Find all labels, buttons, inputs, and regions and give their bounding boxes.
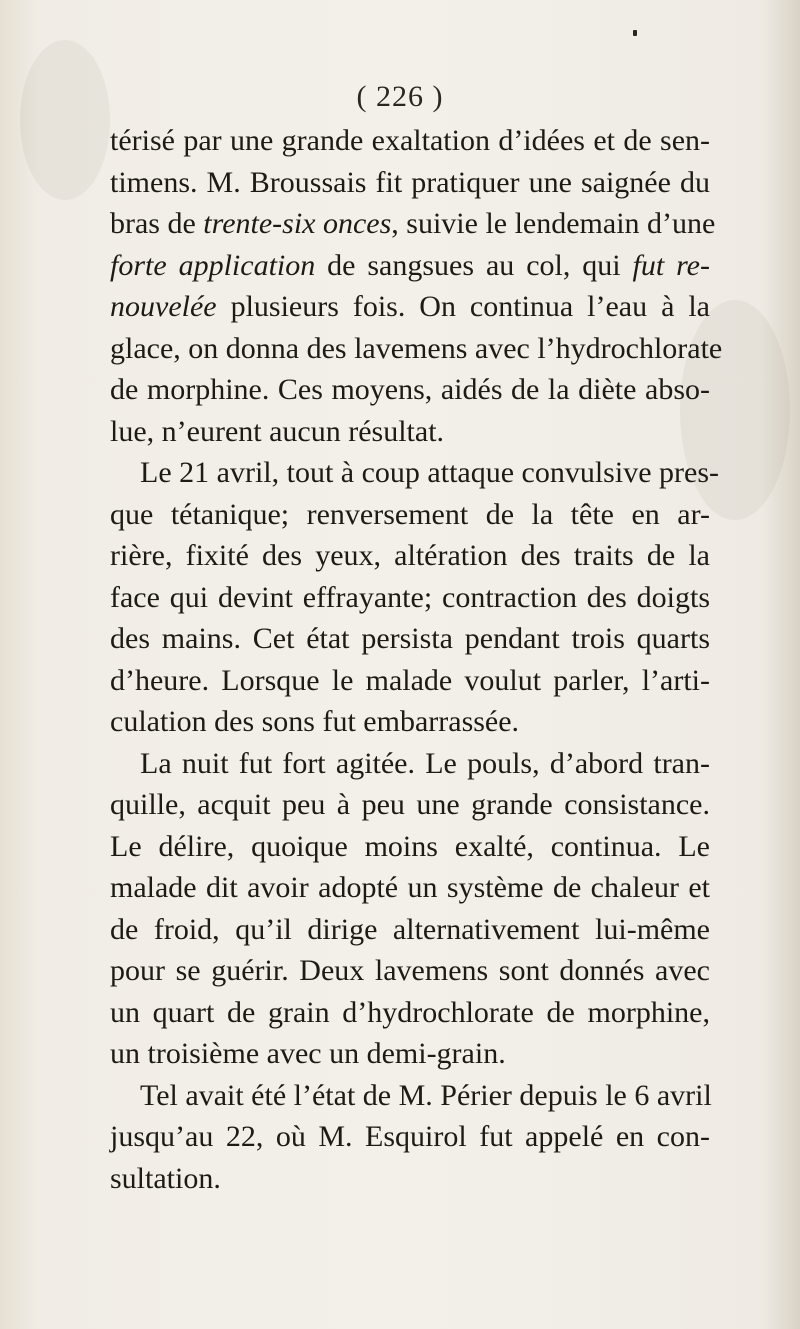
text-line: un quart de grain d’hydrochlorate de morphine, [110,995,710,1029]
text-run: plusieurs fois. On continua l’eau à la [216,290,710,323]
italic-run: forte application [110,248,316,282]
text-line: quille, acquit peu à peu une grande consistance. [110,788,710,821]
text-run: de sangsues au col, qui [315,248,633,282]
text-line: malade dit avoir adopté un système de chaleur et [110,871,710,904]
text-line: jusqu’au 22, où M. Esquirol fut appelé en con- [110,1120,710,1153]
italic-run: trente-six onces [203,207,392,240]
text-line [110,286,710,328]
text-line: lue, n’eurent aucun résultat. [110,414,445,448]
italic-run: nouvelée [110,290,217,323]
page-number: ( 226 ) [356,80,444,113]
text-line: de morphine. Ces moyens, aidés de la diète abso- [110,373,710,406]
text-line: glace, on donna des lavemens avec l’hydrochlorate [110,331,723,365]
text-line: La nuit fut fort agitée. Le pouls, d’abord tran- [140,746,710,780]
text-line [110,245,710,287]
text-line: térisé par une grande exaltation d’idées et de sen- [110,124,710,157]
text-line: des mains. Cet état persista pendant trois quarts [110,622,710,655]
text-line: timens. M. Broussais fit pratiquer une saignée du [110,165,710,199]
paper-stain [20,40,110,200]
text-line: rière, fixité des yeux, altération des traits de la [110,539,710,572]
text-line: Le délire, quoique moins exalté, continua. Le [110,829,710,863]
italic-run: fut re- [632,248,710,282]
text-line: culation des sons fut embarrassée. [110,705,520,738]
text-line: un troisième avec un demi-grain. [110,1037,506,1070]
text-line: que tétanique; renversement de la tête en ar- [110,497,710,531]
text-line: sultation. [110,1161,221,1195]
text-line: de froid, qu’il dirige alternativement lui-même [110,912,710,946]
text-line: face qui devint effrayante; contraction des doigts [110,580,710,614]
body-text [110,120,723,1199]
text-line: Le 21 avril, tout à coup attaque convulsive pres- [140,456,719,489]
text-line: d’heure. Lorsque le malade voulut parler, l’arti- [110,663,710,697]
ink-mark [633,30,637,36]
text-line [110,203,716,245]
text-line: Tel avait été l’état de M. Périer depuis le 6 avril [140,1078,712,1112]
text-run: , suivie le lendemain d’une [391,207,716,240]
text-run: bras de [110,207,204,240]
text-line: pour se guérir. Deux lavemens sont donnés avec [110,954,710,987]
